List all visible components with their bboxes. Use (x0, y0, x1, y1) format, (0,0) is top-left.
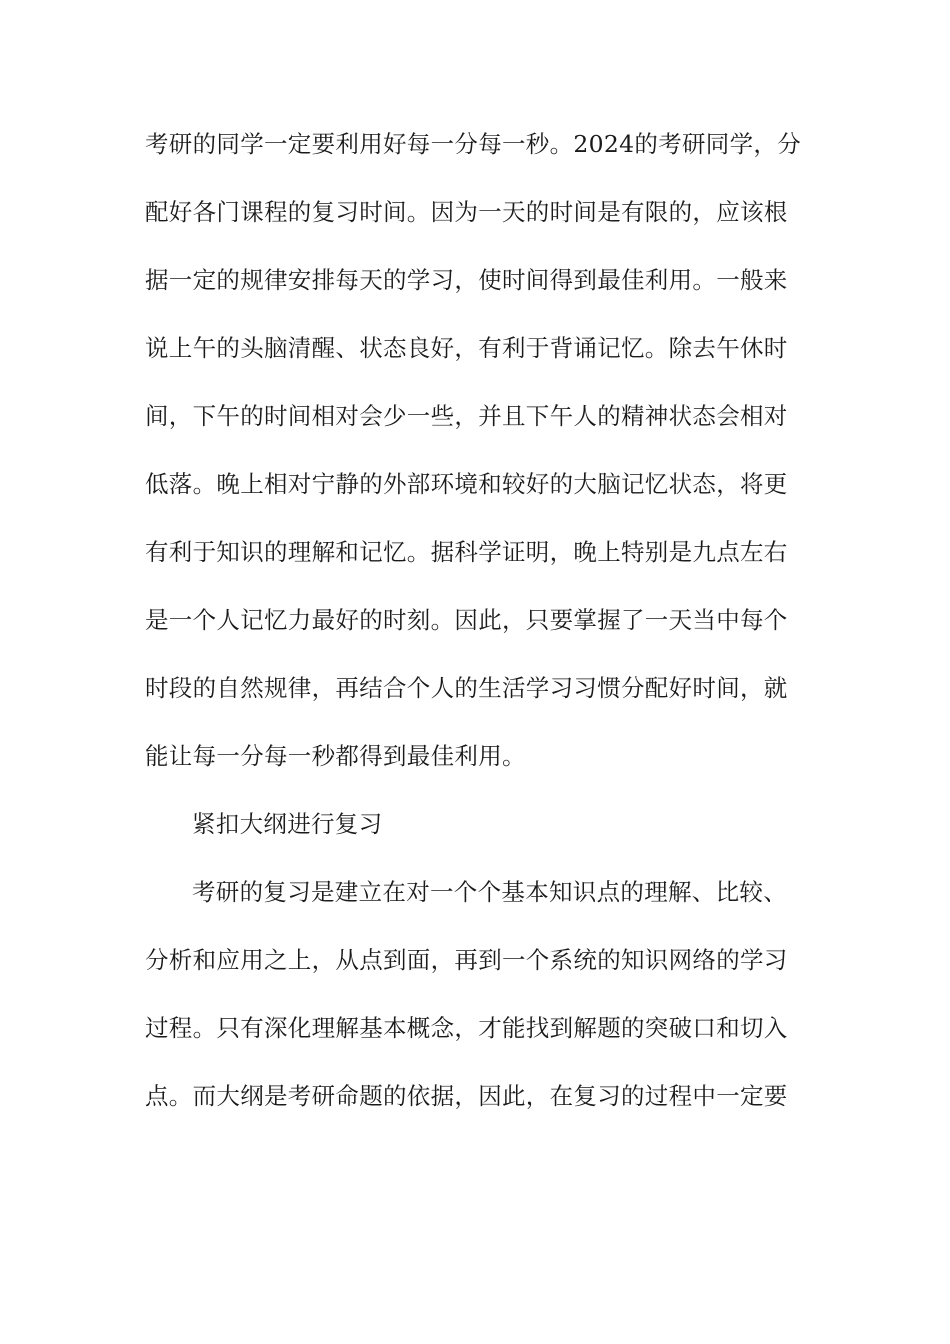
paragraph-line: 点。而大纲是考研命题的依据，因此，在复习的过程中一定要 (145, 1082, 788, 1110)
paragraph-line: 说上午的头脑清醒、状态良好，有利于背诵记忆。除去午休时 (145, 334, 788, 362)
paragraph-line: 有利于知识的理解和记忆。据科学证明，晚上特别是九点左右 (145, 538, 788, 566)
paragraph-line: 低落。晚上相对宁静的外部环境和较好的大脑记忆状态，将更 (145, 470, 788, 498)
paragraph-line: 考研的复习是建立在对一个个基本知识点的理解、比较、 (192, 878, 787, 906)
paragraph-line: 能让每一分每一秒都得到最佳利用。 (145, 742, 526, 770)
paragraph-line: 配好各门课程的复习时间。因为一天的时间是有限的，应该根 (145, 198, 788, 226)
paragraph-line: 分析和应用之上，从点到面，再到一个系统的知识网络的学习 (145, 946, 788, 974)
paragraph-line: 间，下午的时间相对会少一些，并且下午人的精神状态会相对 (145, 402, 788, 430)
paragraph-line: 考研的同学一定要利用好每一分每一秒。2024的考研同学，分 (145, 130, 802, 158)
section-heading: 紧扣大纲进行复习 (192, 810, 383, 838)
paragraph-line: 过程。只有深化理解基本概念，才能找到解题的突破口和切入 (145, 1014, 788, 1042)
paragraph-line: 据一定的规律安排每天的学习，使时间得到最佳利用。一般来 (145, 266, 788, 294)
paragraph-line: 时段的自然规律，再结合个人的生活学习习惯分配好时间，就 (145, 674, 788, 702)
paragraph-line: 是一个人记忆力最好的时刻。因此，只要掌握了一天当中每个 (145, 606, 788, 634)
